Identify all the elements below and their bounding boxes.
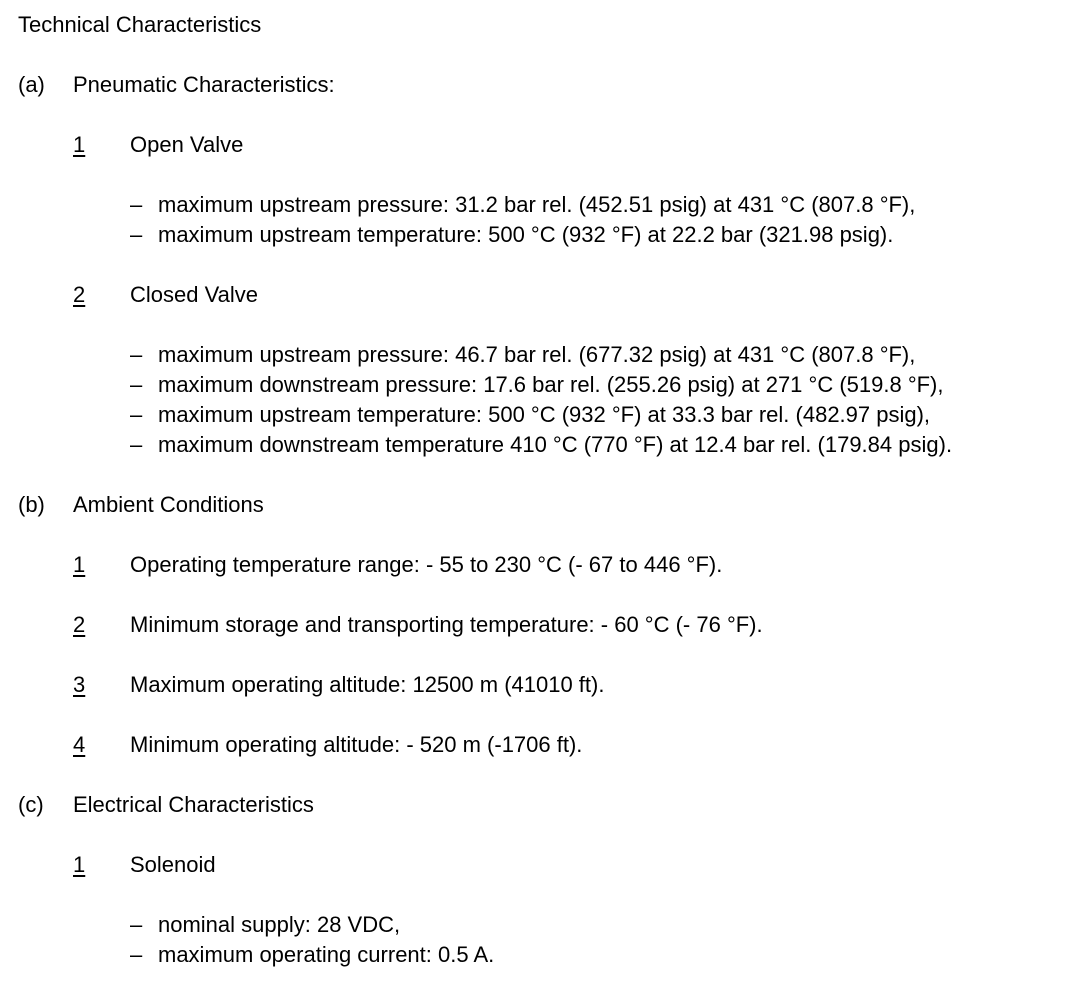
bullet-dash: – [130, 342, 143, 367]
bullet-dash: – [130, 222, 143, 247]
section-a-item-2-title: Closed Valve [130, 282, 258, 307]
section-b-item-1-text: Operating temperature range: - 55 to 230 °C (- 67 to 446 °F). [130, 552, 723, 577]
section-b-item-2-number: 2 [73, 612, 86, 637]
section-a-letter: (a) [18, 72, 45, 97]
section-a-item-2-number: 2 [73, 282, 86, 307]
bullet-text: maximum downstream pressure: 17.6 bar rel. (255.26 psig) at 271 °C (519.8 °F), [158, 372, 944, 397]
section-a-item-1-title: Open Valve [130, 132, 244, 157]
bullet-dash: – [130, 942, 143, 967]
bullet-text: maximum operating current: 0.5 A. [158, 942, 495, 967]
bullet-text: maximum upstream pressure: 31.2 bar rel. (452.51 psig) at 431 °C (807.8 °F), [158, 192, 916, 217]
section-b-item-3-number: 3 [73, 672, 86, 697]
document-title: Technical Characteristics [18, 12, 262, 37]
section-c-title: Electrical Characteristics [73, 792, 314, 817]
section-b-item-1-number: 1 [73, 552, 86, 577]
section-c-item-1-title: Solenoid [130, 852, 216, 877]
section-c-letter: (c) [18, 792, 44, 817]
section-b-letter: (b) [18, 492, 45, 517]
section-a-item-1-number: 1 [73, 132, 86, 157]
section-b-item-2-text: Minimum storage and transporting temperature: - 60 °C (- 76 °F). [130, 612, 763, 637]
section-a-title: Pneumatic Characteristics: [73, 72, 335, 97]
bullet-dash: – [130, 192, 143, 217]
bullet-dash: – [130, 912, 143, 937]
section-b-title: Ambient Conditions [73, 492, 264, 517]
section-b-item-3-text: Maximum operating altitude: 12500 m (41010 ft). [130, 672, 605, 697]
bullet-dash: – [130, 372, 143, 397]
section-b-item-4-text: Minimum operating altitude: - 520 m (-1706 ft). [130, 732, 583, 757]
bullet-text: maximum upstream temperature: 500 °C (932 °F) at 33.3 bar rel. (482.97 psig), [158, 402, 931, 427]
bullet-text: maximum downstream temperature 410 °C (770 °F) at 12.4 bar rel. (179.84 psig). [158, 432, 953, 457]
bullet-dash: – [130, 402, 143, 427]
section-c-item-1-number: 1 [73, 852, 86, 877]
section-b-item-4-number: 4 [73, 732, 86, 757]
bullet-dash: – [130, 432, 143, 457]
bullet-text: nominal supply: 28 VDC, [158, 912, 401, 937]
bullet-text: maximum upstream temperature: 500 °C (932 °F) at 22.2 bar (321.98 psig). [158, 222, 894, 247]
bullet-text: maximum upstream pressure: 46.7 bar rel. (677.32 psig) at 431 °C (807.8 °F), [158, 342, 916, 367]
